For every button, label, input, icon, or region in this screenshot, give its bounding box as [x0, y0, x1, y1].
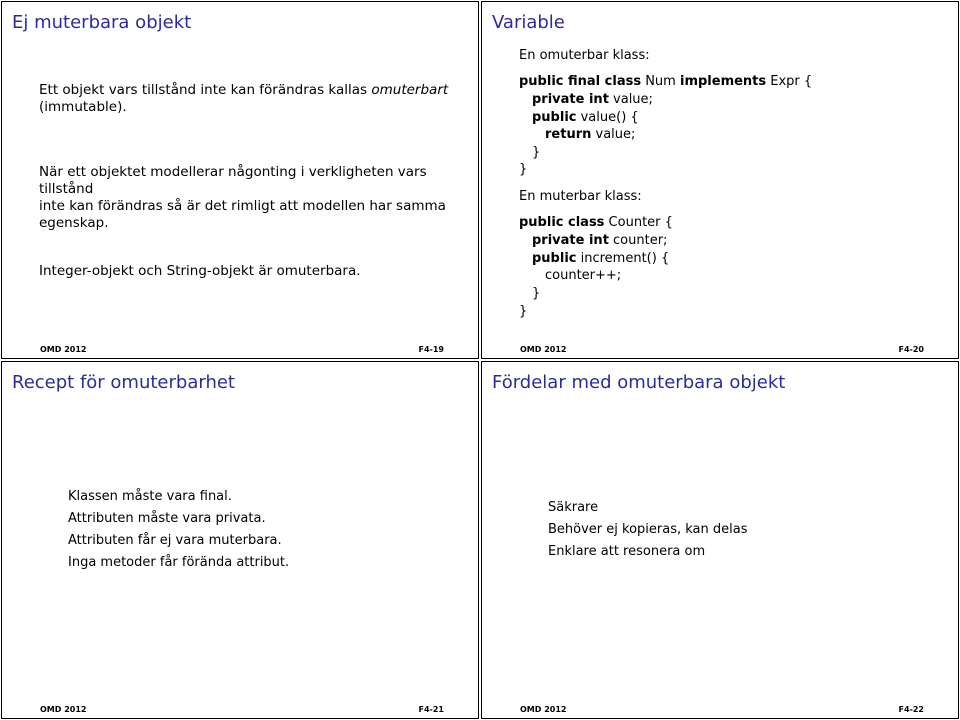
list-item: Behöver ej kopieras, kan delas: [548, 522, 748, 537]
code-line: counter++;: [545, 268, 622, 283]
code-line: private int value;: [532, 92, 653, 107]
list-item: Attributen måste vara privata.: [68, 511, 266, 526]
footer-course: OMD 2012: [40, 705, 87, 714]
slide-title: Fördelar med omuterbara objekt: [492, 372, 786, 393]
code-line: public final class Num implements Expr {: [519, 74, 813, 89]
code-line: }: [519, 162, 528, 177]
paragraph-line: egenskap.: [39, 215, 109, 231]
paragraph-examples: Integer-objekt och String-objekt är omuterbara.: [39, 263, 361, 279]
footer-page: F4-22: [898, 705, 924, 714]
paragraph-text: (immutable).: [39, 99, 127, 115]
slide-variable: [481, 1, 959, 359]
code-line: public value() {: [532, 110, 639, 125]
code-line: }: [532, 145, 541, 160]
paragraph-definition: [39, 82, 448, 116]
emphasis-text: omuterbart: [371, 82, 449, 98]
slide-title: Ej muterbara objekt: [12, 12, 192, 33]
list-item: Enklare att resonera om: [548, 544, 706, 559]
slide-fordelar-med-omuterbara-objekt: [481, 361, 959, 719]
code-line: return value;: [545, 127, 636, 142]
rules-list: [68, 486, 289, 574]
slide-footer: [520, 345, 924, 354]
list-item: Säkrare: [548, 500, 599, 515]
code-line: public increment() {: [532, 251, 670, 266]
footer-page: F4-20: [898, 345, 924, 354]
slide-footer: [40, 705, 444, 714]
list-item: Inga metoder får förända attribut.: [68, 555, 290, 570]
code-line: private int counter;: [532, 233, 668, 248]
paragraph-line: inte kan förändras så är det rimligt att modellen har samma: [39, 198, 446, 214]
code-label-immutable: En omuterbar klass:: [519, 48, 650, 63]
list-item: Klassen måste vara final.: [68, 489, 232, 504]
benefits-list: [548, 497, 748, 563]
paragraph-line: När ett objektet modellerar någonting i verkligheten vars tillstånd: [39, 164, 427, 197]
code-line: public class Counter {: [519, 215, 673, 230]
code-line: }: [532, 286, 541, 301]
list-item: Attributen får ej vara muterbara.: [68, 533, 282, 548]
slide-footer: [40, 345, 444, 354]
code-line: }: [519, 304, 528, 319]
footer-course: OMD 2012: [520, 345, 567, 354]
footer-page: F4-19: [418, 345, 444, 354]
slide-footer: [520, 705, 924, 714]
code-label-mutable: En muterbar klass:: [519, 189, 642, 204]
paragraph-text: Ett objekt vars tillstånd inte kan förändras kallas: [39, 82, 372, 98]
slide-title: Variable: [492, 12, 565, 33]
footer-page: F4-21: [418, 705, 444, 714]
footer-course: OMD 2012: [520, 705, 567, 714]
slide-title: Recept för omuterbarhet: [12, 372, 235, 393]
slide-ej-muterbara-objekt: [1, 1, 479, 359]
slide-recept-for-omuterbarhet: [1, 361, 479, 719]
footer-course: OMD 2012: [40, 345, 87, 354]
paragraph-modelling: [39, 164, 478, 232]
